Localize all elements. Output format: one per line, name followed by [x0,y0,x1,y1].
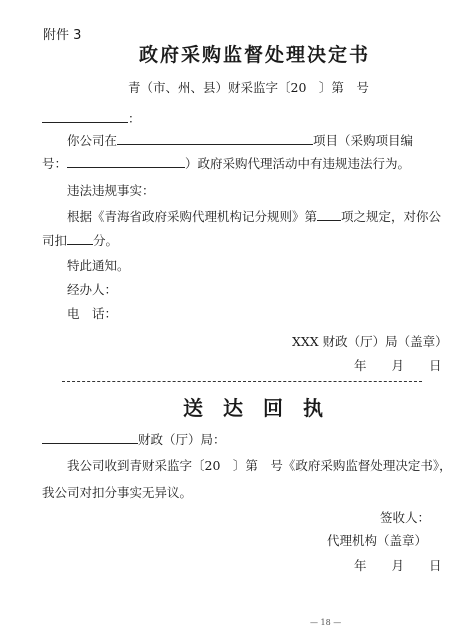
cut-line [62,381,422,382]
body-part1-suffix: 项目（采购项目编 [313,133,414,148]
project-number-blank [67,154,185,168]
deduct-suffix: 分。 [93,233,119,248]
receipt-body-line-1: 我公司收到青财采监字〔20 〕第 号《政府采购监督处理决定书》， [67,458,452,473]
basis-prefix: 根据《青海省政府采购代理机构记分规则》第 [67,209,318,224]
receipt-addressee-line [42,430,226,448]
addressee-line [42,109,141,127]
receipt-addressee-blank [42,430,138,444]
receipt-date: 年 月 日 [354,558,442,573]
deduct-line [42,231,118,249]
annex-label: 附件 3 [43,28,82,43]
rule-item-blank [317,207,341,221]
page-number: — 18 — [310,618,342,627]
project-name-blank [117,131,313,145]
body-line-2 [42,154,410,172]
decision-title: 政府采购监督处理决定书 [139,44,371,66]
phone-label: 电 话： [67,306,118,321]
receipt-addressee: 财政（厅）局： [138,432,226,447]
notice: 特此通知。 [67,258,130,273]
receipt-body-line-2: 我公司对扣分事实无异议。 [42,485,193,500]
basis-suffix: 项之规定，对你公 [341,209,442,224]
deduct-prefix: 司扣 [42,233,68,248]
issuer-seal: XXX 财政（厅）局（盖章） [292,334,448,349]
body-part1-prefix: 你公司在 [67,133,118,148]
basis-line [67,207,441,225]
decision-date: 年 月 日 [354,358,442,373]
handler-label: 经办人： [67,282,118,297]
doc-number: 青（市、州、县）财采监字〔20 〕第 号 [128,80,369,95]
body-line-1 [67,131,413,149]
violation-facts: 违法违规事实： [67,183,155,198]
points-blank [67,231,93,245]
addressee-colon: ： [128,111,141,126]
body-part2-suffix: ）政府采购代理活动中有违规违法行为。 [185,156,411,171]
receipt-title: 送达回执 [183,396,343,420]
body-part2-prefix: 号： [42,156,68,171]
addressee-blank [42,109,128,123]
signer-label: 签收人： [380,510,431,525]
agency-seal: 代理机构（盖章） [327,533,428,548]
